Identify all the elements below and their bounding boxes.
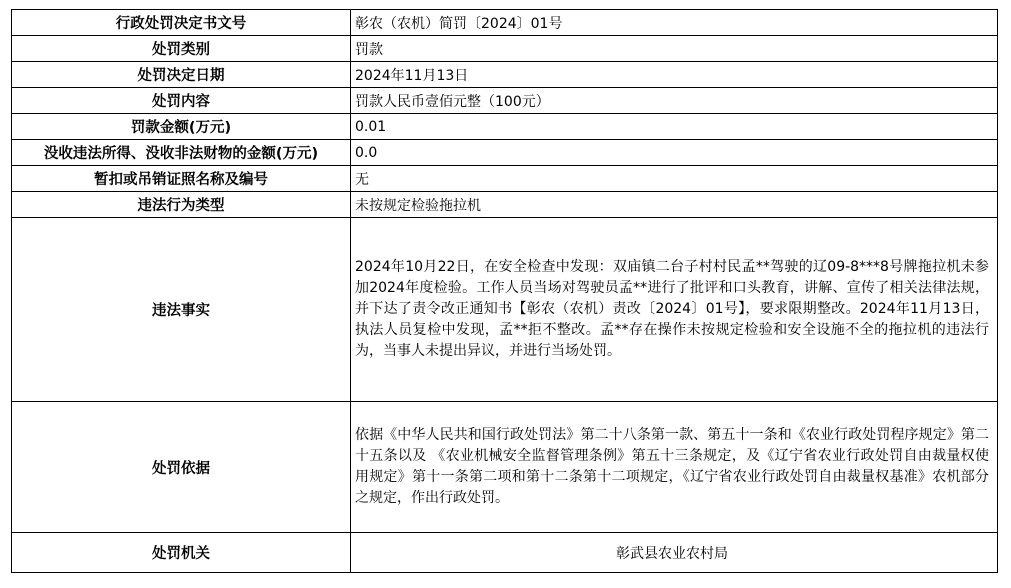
fine-amount-value: 0.01 bbox=[351, 114, 998, 140]
facts-label: 违法事实 bbox=[12, 218, 351, 402]
row-content bbox=[12, 88, 998, 114]
row-authority bbox=[12, 533, 998, 573]
row-violation-type bbox=[12, 192, 998, 218]
violation-type-value: 未按规定检验拖拉机 bbox=[351, 192, 998, 218]
decision-date-value: 2024年11月13日 bbox=[351, 62, 998, 88]
row-category bbox=[12, 36, 998, 62]
row-fine-amount bbox=[12, 114, 998, 140]
doc-number-label: 行政处罚决定书文号 bbox=[12, 10, 351, 36]
penalty-info-table bbox=[11, 9, 998, 573]
row-confiscation-amount bbox=[12, 140, 998, 166]
row-basis bbox=[12, 402, 998, 533]
doc-number-value: 彰农（农机）简罚〔2024〕01号 bbox=[351, 10, 998, 36]
license-label: 暂扣或吊销证照名称及编号 bbox=[12, 166, 351, 192]
confiscation-amount-value: 0.0 bbox=[351, 140, 998, 166]
facts-value: 2024年10月22日，在安全检查中发现：双庙镇二台子村村民孟**驾驶的辽09-8***8号牌拖拉机未参加2024年度检验。工作人员当场对驾驶员孟**进行了批评和口头教育，讲解、宣传了相关法律法规，并下达了责令改正通知书【彰农（农机）责改〔2024〕01号】，要求限期整改。2024年11月13日，执法人员复检中发现，孟**拒不整改。孟**存在操作未按规定检验和安全设施不全的拖拉机的违法行为，当事人未提出异议，并进行当场处罚。 bbox=[351, 218, 998, 402]
row-decision-date bbox=[12, 62, 998, 88]
authority-value: 彰武县农业农村局 bbox=[351, 533, 998, 573]
row-doc-number bbox=[12, 10, 998, 36]
decision-date-label: 处罚决定日期 bbox=[12, 62, 351, 88]
fine-amount-label: 罚款金额(万元) bbox=[12, 114, 351, 140]
basis-value: 依据《中华人民共和国行政处罚法》第二十八条第一款、第五十一条和《农业行政处罚程序规定》第二十五条以及 《农业机械安全监督管理条例》第五十三条规定，及《辽宁省农业行政处罚自由裁量权使用规定》第十一条第二项和第十二条第十二项规定，《辽宁省农业行政处罚自由裁量权基准》农机部分之规定，作出行政处罚。 bbox=[351, 402, 998, 533]
confiscation-amount-label: 没收违法所得、没收非法财物的金额(万元) bbox=[12, 140, 351, 166]
content-value: 罚款人民币壹佰元整（100元） bbox=[351, 88, 998, 114]
category-label: 处罚类别 bbox=[12, 36, 351, 62]
license-value: 无 bbox=[351, 166, 998, 192]
row-facts bbox=[12, 218, 998, 402]
row-license bbox=[12, 166, 998, 192]
authority-label: 处罚机关 bbox=[12, 533, 351, 573]
category-value: 罚款 bbox=[351, 36, 998, 62]
content-label: 处罚内容 bbox=[12, 88, 351, 114]
basis-label: 处罚依据 bbox=[12, 402, 351, 533]
violation-type-label: 违法行为类型 bbox=[12, 192, 351, 218]
